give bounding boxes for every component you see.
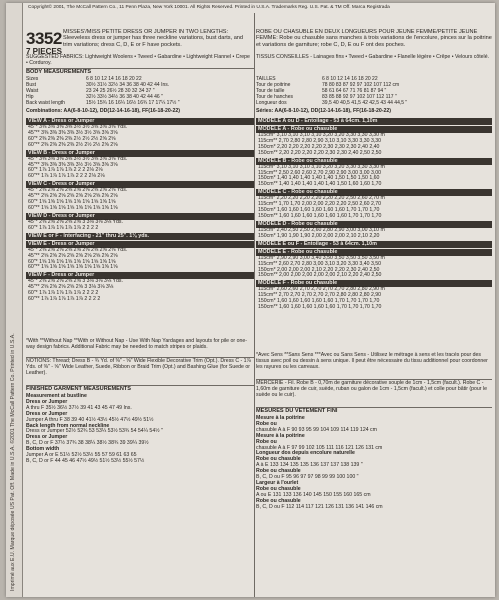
series: Séries: AA(6-8-10-12), DD(12-14-16-18), FF(16-18-20-22) [256,108,392,114]
yardage-row: 115cm* 2,90 2,90 3,00 3,40 3,50 3,50 3,50 3,50 3,50 m [258,254,385,261]
suggested-fabrics: SUGGESTED FABRICS: Lightweight Woolens • Tweed • Gabardine • Lightweight Flannel • Crepe • Corduroy. [26,54,250,66]
mesures-vetement-fini [256,416,383,511]
yardage-row: 45"* 2⅝ 2⅝ 2⅝ 2⅝ 2⅝ 2⅝ 2⅝ 2⅝ 2⅝ Yds. [28,246,128,253]
side-text: Imprimé aux E.U. Marque déposée US Pat. Off. Made in U.S.A. ©2001 The McCall Pattern Co. Printed in U.S.A. [10,333,16,591]
yardage-row: 45"** 2⅝ 2⅝ 2⅝ 2⅝ 2⅝ 3 3⅛ 3⅛ 3⅛ [28,284,114,291]
measurement-row [26,101,182,107]
yardage-row: 115cm* 3,10 3,10 3,10 3,10 3,20 3,20 3,30 3,30 3,30 m [258,132,385,138]
measurement-values: 32½ 33½ 34½ 36 38 40 42 44 46 " [86,93,163,100]
tailles-table [256,77,409,107]
measurement-values: 58 61 64 67 71 76 81 87 94 " [322,87,387,94]
measurement-label: Tour de poitrine [256,81,291,88]
finished-row: Robe ou chasuble [256,468,301,475]
french-column [256,13,492,597]
pattern-number: 3352 [26,29,62,48]
copyright-line: Copyright© 2001, The McCall Pattern Co., 11 Penn Plaza, New York 10001. All Rights Reserved. Printed in U.S.A. Trademarks Reg. U.S. Pat. & TM Off. Marca Registrada [28,5,390,10]
french-heading: ROBE OU CHASUBLE EN DEUX LONGUEURS POUR JEUNE FEMME/PETITE JEUNE FEMME: Robe ou chasuble sans manches à trois variations de l'encolure, pinces sur la poitrine et variations de garniture; robe C, D, E ou F ont des poches. [256,29,492,48]
yardage-row: 45"** 3⅜ 3⅜ 3⅜ 3⅜ 3½ 3½ 3⅝ 3⅝ 3⅝ [28,161,118,168]
measurement-values: 6 8 10 12 14 16 18 20 22 [86,76,142,82]
view-title: MODELE D - Robe ou chasuble [256,221,492,228]
view-title: MODELE A ou D - Entoilage - 53 à 64cm. 1,10m [256,118,492,125]
measurement-label: Waist [26,87,39,94]
finished-row: Largeur à l'ourlet [256,479,299,486]
finished-row: chasuble A à F 97 99 102 105 111 116 121 126 131 cm [256,444,383,451]
measurement-values: 78 80 83 87 92 97 102 107 112 cm [322,81,400,88]
yardage-row: 115cm* 3,10 3,10 3,10 3,10 3,20 3,20 3,30 3,30 3,30 m [258,163,385,170]
yardage-row: 60"* 1⅞ 1⅞ 1⅞ 1⅞ 1⅞ 2 2 2 2 [28,290,99,297]
finished-row: Robe ou [256,420,277,427]
yardage-row: 115cm* 2,20 2,20 2,20 2,20 2,20 2,20 2,50 2,60 2,70 m [258,195,385,202]
yardage-row: 150cm* 1,40 1,40 1,40 1,40 1,40 1,50 1,50 1,50 1,60 [258,175,380,182]
nap-note-fr: *Avec Sens **Sans Sens ***Avec ou Sans Sens - Utilisez le métrage à sens et les tracés pour des tissus avec poil ou dessin à sens unique. Il peut être nécessaire du tissu additionnel pour coordonner les rayures ou les carreaux. [256,352,488,370]
yardage-row: 45"** 3⅜ 3⅜ 3⅜ 3⅜ 3½ 3½ 3⅝ 3⅝ 3⅝ [28,129,118,136]
finished-row: B, C, D ou F 95 96 97 97 98 99 99 100 100 " [256,474,359,481]
finished-row: B, C, D or F 44 45 46 47½ 49½ 51½ 53½ 55½ 57½ [26,457,145,464]
view-title: MODELE A - Robe ou chasuble [256,126,492,133]
yardage-row: 45"* 3⅜ 3⅜ 3⅜ 3⅜ 3½ 3½ 3⅝ 3⅝ 3⅝ Yds. [28,124,128,130]
yardage-row: 150cm* 1,90 1,90 1,90 2,00 2,00 2,00 2,10 2,10 2,20 [258,232,380,239]
yardage-row: 115cm** 2,70 2,80 2,80 2,90 3,10 3,10 3,30 3,30 3,30 [258,137,382,144]
view-title: MODELE E ou F - Entoilage - 53 à 64cm. 1,10m [256,241,492,248]
measurement-label: Hip [26,93,34,100]
yardage-row: 60"** 1⅝ 1⅝ 1⅝ 1⅝ 1⅝ 1⅝ 1⅝ 1⅝ 1⅝ [28,204,118,211]
notions: NOTIONS: Thread; Dress B - ¾ Yd. of ⅜" - ⅝" Wide Flexible Decorative Trim (Opt.). Dress C - 1⅞ Yds. of ⅜" - ⅝" Wide Leather, Suede, Ribbon or Braid Trim (Opt.) and Bashing Glue (for Suede or Leather). [26,358,251,376]
yardage-row: 45"* 2⅝ 2⅝ 2⅝ 2⅝ 2⅝ 3 3⅛ 3⅛ 3⅛ Yds. [28,218,123,225]
finished-measurements [26,394,163,465]
yardage-row: 60"** 1⅞ 1⅞ 1⅞ 1⅞ 2 2 2 2⅛ 2⅛ [28,173,105,180]
finished-row: Robe ou chasuble [256,485,301,492]
yardage-row: 115cm* 2,40 2,50 2,50 2,60 2,80 2,90 3,00 3,00 3,10 m [258,226,385,233]
yardage-row: 115cm** 2,70 2,70 2,70 2,70 2,70 2,80 2,80 2,80 2,90 [258,292,382,299]
view-title: VIEW F - Dress or Jumper [26,272,254,279]
measurement-label: Bust [26,81,37,88]
view-title: VIEW E - Dress or Jumper [26,241,254,248]
yardage-row: 115cm** 2,50 2,60 2,60 2,70 2,90 2,90 3,00 3,00 3,00 [258,169,382,176]
yardage-row: 45"** 2⅝ 2⅝ 2⅝ 2⅝ 2⅝ 2⅝ 2⅝ 2⅝ 2⅝ [28,193,118,200]
combinations: Combinations: AA(6-8-10-12), DD(12-14-16-18), FF(16-18-20-22) [26,108,181,114]
yardage-row: 60"* 1⅞ 1⅞ 1⅞ 1⅞ 2 2 2 2⅛ 2⅛ [28,167,103,174]
finished-row: Dress or Jumper [26,398,68,405]
finished-row: Measurement at bustline [26,393,87,399]
measurement-label: Longueur dos [256,99,287,106]
yardage-views [26,117,254,303]
yardage-row: 60"** 1⅝ 1⅝ 1⅝ 1⅝ 1⅝ 1⅝ 1⅝ 1⅝ 1⅝ [28,264,118,271]
yardage-row: 150cm** 1,60 1,60 1,60 1,60 1,60 1,70 1,70 1,70 1,70 [258,304,382,311]
measurement-values: 6 8 10 12 14 16 18 20 22 [322,76,378,82]
finished-row: Dress or Jumper [26,434,68,441]
measurement-label: TAILLES [256,76,276,82]
pattern-envelope [6,3,495,597]
finished-row: A thru F 35½ 36½ 37½ 39 41 43 45 47 49 Ins. [26,404,132,411]
measurement-label: Tour de hanches [256,93,293,100]
nap-note: *With **Without Nap **With or Without Nap - Use With Nap Yardages and layouts for pile or one-way design fabrics. Additional Fabric may be needed to match stripes or plaids. [26,338,247,350]
yardage-row: 115cm* 2,60 2,60 2,70 2,70 2,70 2,70 2,80 2,80 2,90 m [258,286,385,293]
yardage-row: 150cm* 1,60 1,60 1,60 1,60 1,60 1,60 1,70 1,70 1,70 [258,207,380,214]
view-title: MODELE C - Robe ou chasuble [256,189,492,196]
yardage-row: 150cm** 1,60 1,60 1,60 1,60 1,60 1,60 1,70 1,70 1,70 [258,212,382,219]
finished-row: Mesure à la poitrine [256,432,305,439]
side-strip [6,3,23,597]
finished-row: B, C, D ou F 112 114 117 121 126 131 136 141 146 cm [256,503,383,510]
view-title: VIEW C - Dress or Jumper [26,181,254,188]
measurement-label: Back waist length [26,99,65,106]
finished-row: Jumper A thru F 38 39 40 41½ 43½ 45½ 47½ 49½ 51½ [26,416,154,423]
yardage-row: 150cm* 2,20 2,20 2,20 2,20 2,30 2,30 2,30 2,40 2,40 [258,143,380,150]
yardage-row: 45"* 2⅝ 2⅝ 2⅝ 2⅝ 2⅝ 2⅝ 2⅝ 2⅝ 2⅝ Yds. [28,187,128,194]
mercerie: MERCERIE - Fil. Robe B - 0,70m de garniture décorative souple de 1cm - 1,5cm (facult.). Robe C - 1,60m de garniture de cuir, suède, ruban ou galon de 1cm - 1,5cm (facult.) et colle pour bâtir (pour le suède ou le cuir). [256,380,487,398]
measurement-values: 39,5 40 40,5 41,5 42 42,5 43 44 44,5 " [322,99,408,106]
finished-row: Robe ou [256,438,277,445]
yardage-row: 60"* 1⅝ 1⅝ 1⅝ 1⅝ 1⅝ 1⅝ 1⅝ 1⅝ 1⅝ [28,199,116,206]
finished-row: chasuble A à F 90 93 95 99 104 109 114 119 124 cm [256,426,377,433]
view-title: MODELE E - Robe ou chasuble [256,249,492,256]
measurement-row [256,101,409,107]
finished-row: Back length from normal neckline [26,422,110,429]
yardage-row: 45"* 2⅝ 2⅝ 2⅝ 2⅝ 2⅝ 3 3⅛ 3⅛ 3⅛ Yds. [28,278,123,285]
measurement-values: 15½ 15¾ 16 16¼ 16½ 16¾ 17 17¼ 17½ " [86,99,180,106]
yardage-row: 115cm** 2,60 2,70 2,80 3,00 3,10 3,20 3,30 3,40 3,50 [258,260,382,267]
yardage-row: 150cm** 1,40 1,40 1,40 1,40 1,40 1,50 1,60 1,60 1,70 [258,181,382,188]
finished-title-fr: MESURES DU VETEMENT FINI [256,408,338,414]
body-measurements-table [26,77,182,107]
metrage-modeles [256,117,492,311]
pieces-count: 7 PIECES [26,47,63,56]
view-title: MODELE F - Robe ou chasuble [256,280,492,287]
yardage-row: 60"** 2⅜ 2⅜ 2⅜ 2⅜ 2½ 2½ 2½ 2⅝ 2⅝ [28,141,118,148]
yardage-row: 150cm* 1,60 1,60 1,60 1,60 1,60 1,70 1,70 1,70 1,70 [258,298,380,305]
finished-row: Dress or Jumper 52½ 52¾ 53 53¼ 53½ 53¾ 54 54¼ 54½ " [26,428,163,435]
yardage-row: 60"** 1⅞ 1⅞ 1⅞ 1⅞ 1⅞ 2 2 2 2 [28,296,101,303]
view-title: VIEW D - Dress or Jumper [26,213,254,220]
view-title: VIEW E or F - Interfacing - 21" thru 25". 1⅛ yds. [26,233,254,240]
yardage-row: 150cm** 2,20 2,20 2,20 2,20 2,30 2,30 2,40 2,50 2,50 [258,149,382,156]
finished-row: Longueur dos depuis encolure naturelle [256,450,355,457]
view-title: MODELE B - Robe ou chasuble [256,158,492,165]
yardage-row: 45"** 2⅝ 2⅝ 2⅝ 2⅝ 2⅝ 2⅝ 2⅝ 2⅝ 2⅝ [28,252,118,259]
finished-row: A à E 133 134 135 135 136 137 137 138 139 " [256,462,363,469]
english-column [26,13,255,597]
finished-row: Jumper A or E 51½ 52½ 53½ 55 57 59 61 63 65 [26,452,137,459]
measurement-values: 23 24 25 26½ 28 30 32 34 37 " [86,87,155,94]
yardage-row: 45"* 3⅜ 3⅜ 3⅜ 3⅜ 3½ 3½ 3⅝ 3⅝ 3⅝ Yds. [28,155,128,162]
yardage-row: 60"* 1⅞ 1⅞ 1⅞ 1⅞ 1⅞ 2 2 2 2 [28,224,99,231]
english-heading: MISSES'/MISS PETITE DRESS OR JUMPER IN TWO LENGTHS: Sleeveless dress or jumper has three neckline variations, bust darts, and trim variations; dress C, D, E or F have pockets. [63,29,244,48]
measurement-label: Sizes [26,76,39,82]
finished-row: Robe ou chasuble [256,497,301,504]
finished-row: Mesure à la poitrine [256,415,305,421]
view-title: VIEW A - Dress or Jumper [26,118,254,125]
yardage-row: 60"* 1⅝ 1⅝ 1⅝ 1⅝ 1⅝ 1⅝ 1⅝ 1⅝ 1⅝ [28,258,116,265]
finished-row: B, C, D or F 37½ 37¾ 38 38¼ 38½ 38¾ 39 39¼ 39½ [26,440,149,447]
finished-row: Robe ou chasuble [256,456,301,463]
finished-row: Dress or Jumper [26,410,68,417]
finished-row: A ou E 131 133 136 140 145 150 155 160 165 cm [256,491,371,498]
yardage-row: 150cm* 2,00 2,00 2,00 2,10 2,20 2,20 2,30 2,40 2,50 [258,266,380,273]
finished-row: Bottom width [26,446,60,453]
finished-title: FINISHED GARMENT MEASUREMENTS [26,386,132,392]
body-measurements-title: BODY MEASUREMENTS [26,69,92,75]
view-title: VIEW B - Dress or Jumper [26,150,254,157]
yardage-row: 60"* 2⅜ 2⅜ 2⅜ 2⅜ 2½ 2½ 2½ 2⅝ 2⅝ [28,135,116,142]
measurement-values: 83 85 88 92 97 102 107 112 117 " [322,93,397,100]
tissus-conseilles: TISSUS CONSEILLES - Lainages fins • Tweed • Gabardine • Flanelle légère • Crêpe • Velours côtelé. [256,54,490,60]
yardage-row: 115cm** 1,70 1,70 2,00 2,00 2,20 2,20 2,50 2,60 2,70 [258,201,382,208]
measurement-label: Tour de taille [256,87,285,94]
measurement-values: 30½ 31½ 32½ 34 36 38 40 42 44 Ins. [86,81,170,88]
yardage-row: 150cm** 2,00 2,00 2,00 2,00 2,00 2,10 2,20 2,40 2,50 [258,272,382,279]
